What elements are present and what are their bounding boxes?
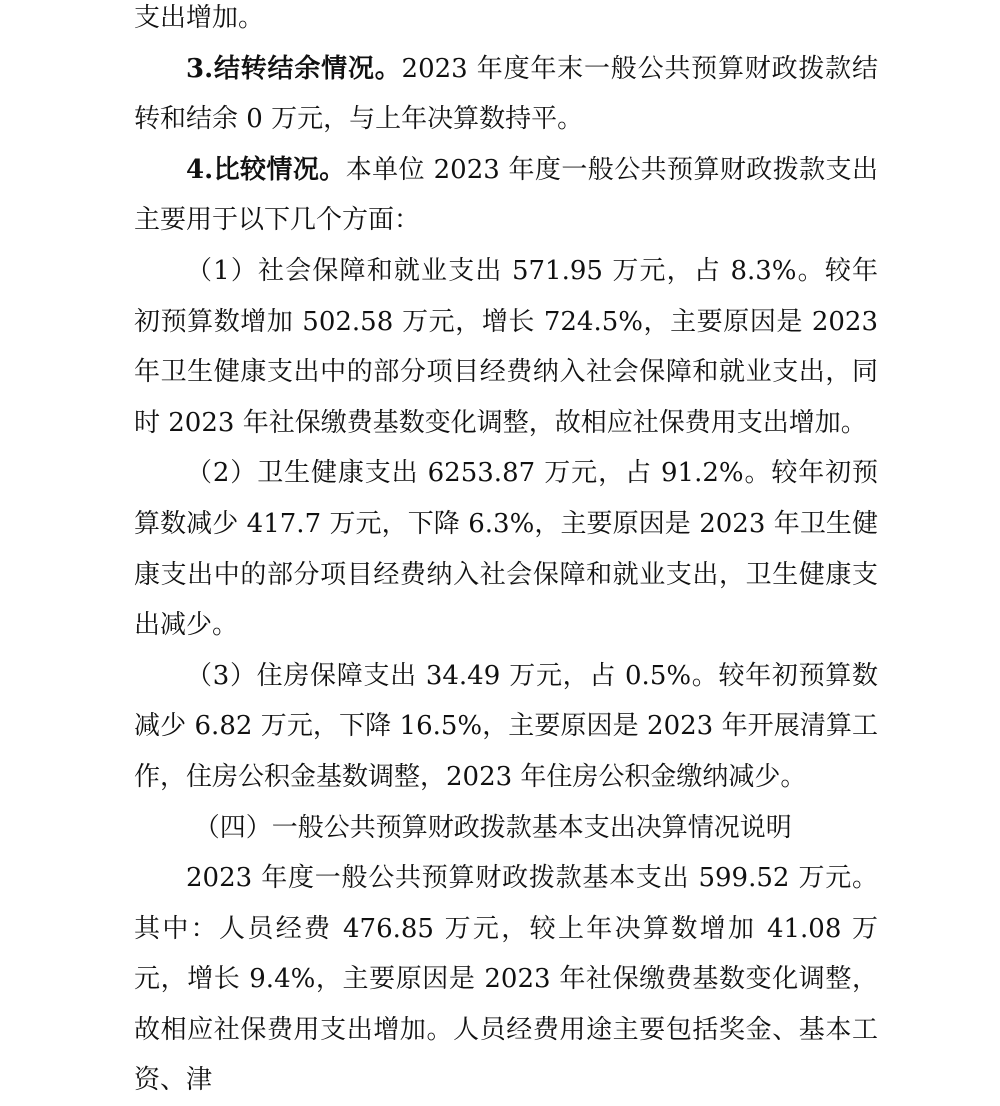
paragraph-social-security: （1）社会保障和就业支出 571.95 万元，占 8.3%。较年初预算数增加 502.58 万元，增长 724.5%，主要原因是 2023 年卫生健康支出中的部分项目经费纳入社会保障和就业支出，同时 2023 年社保缴费基数变化调整，故相应社保费用支出增加。 — [134, 255, 878, 438]
paragraph-text: 2023 年度年末一般公共预算财政拨款结转和结余 0 万元，与上年决算数持平。 — [134, 53, 878, 135]
paragraph-continuation: 支出增加。 — [134, 3, 265, 33]
paragraph-carryover-balance — [134, 44, 878, 145]
paragraph-text: 本单位 2023 年度一般公共预算财政拨款支出主要用于以下几个方面： — [134, 154, 878, 236]
document-body — [134, 0, 878, 1106]
section-heading-carryover: 3.结转结余情况。 — [186, 53, 402, 84]
paragraph-housing: （3）住房保障支出 34.49 万元，占 0.5%。较年初预算数减少 6.82 万元，下降 16.5%，主要原因是 2023 年开展清算工作，住房公积金基数调整，2023 年住房公积金缴纳减少。 — [134, 660, 878, 792]
paragraph-comparison — [134, 145, 878, 246]
paragraph-basic-expenditure: 2023 年度一般公共预算财政拨款基本支出 599.52 万元。其中：人员经费 476.85 万元，较上年决算数增加 41.08 万元，增长 9.4%，主要原因是 2023 年社保缴费基数变化调整，故相应社保费用支出增加。人员经费用途主要包括奖金、基本工资、津 — [134, 863, 878, 1096]
section-heading-basic-expenditure: （四）一般公共预算财政拨款基本支出决算情况说明 — [193, 812, 792, 843]
paragraph-health: （2）卫生健康支出 6253.87 万元，占 91.2%。较年初预算数减少 417.7 万元，下降 6.3%，主要原因是 2023 年卫生健康支出中的部分项目经费纳入社会保障和就业支出，卫生健康支出减少。 — [134, 458, 878, 641]
section-heading-comparison: 4.比较情况。 — [186, 154, 346, 185]
